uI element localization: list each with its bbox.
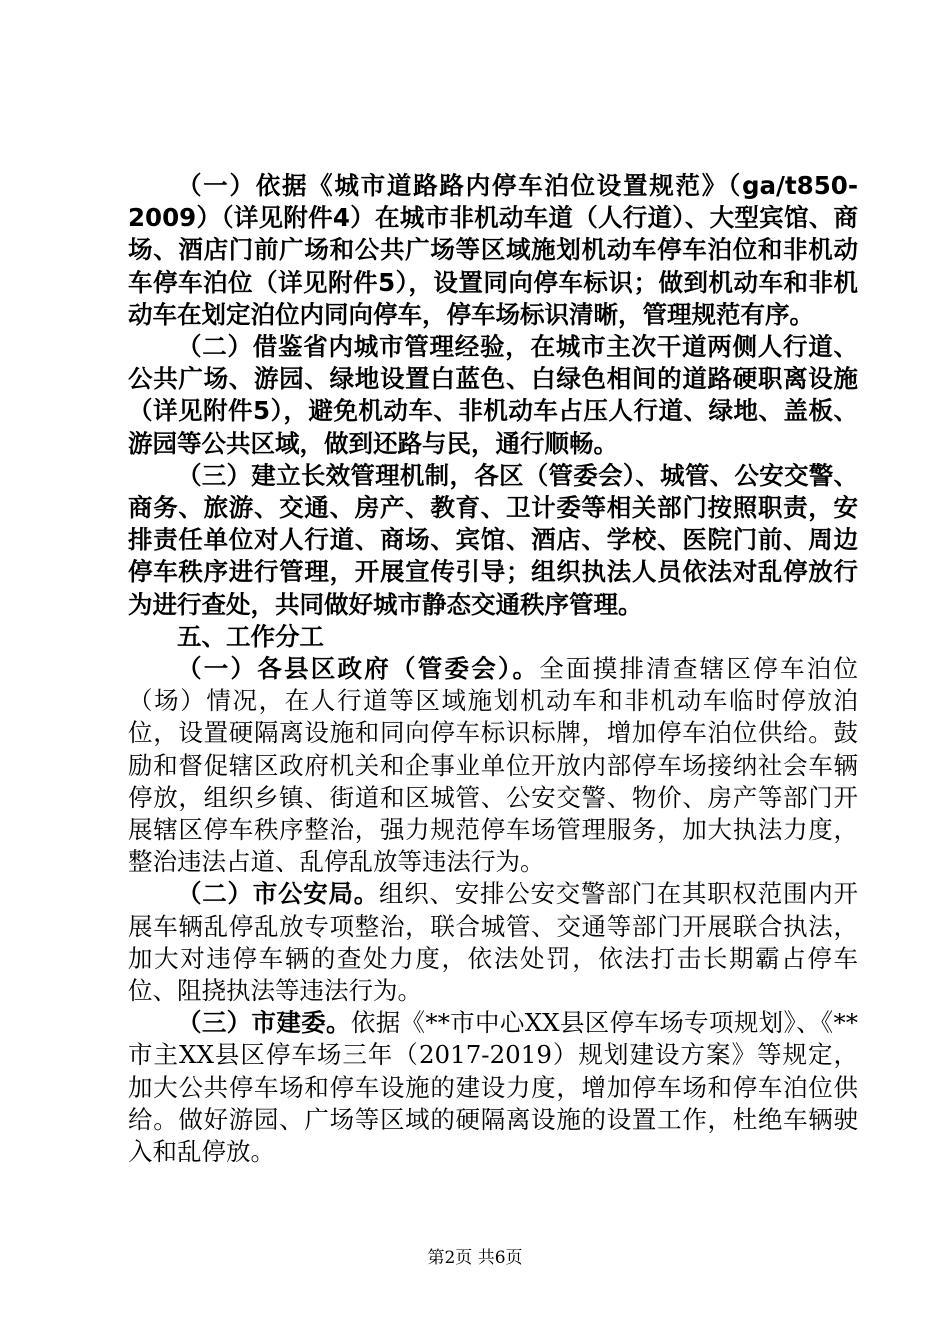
paragraph-3: （三）建立长效管理机制，各区（管委会）、城管、公安交警、商务、旅游、交通、房产、教育、卫计委等相关部门按照职责，安排责任单位对人行道、商场、宾馆、酒店、学校、医院门前、周边停车秩序进行管理，开展宣传引导；组织执法人员依法对乱停放行为进行查处，共同做好城市静态交通秩序管理。	[128, 460, 858, 619]
paragraph-4-body: 全面摸排清查辖区停车泊位（场）情况，在人行道等区域施划机动车和非机动车临时停放泊位，设置硬隔离设施和同向停车标识标牌，增加停车泊位供给。鼓励和督促辖区政府机关和企事业单位开放内部停车场接纳社会车辆停放，组织乡镇、街道和区城管、公安交警、物价、房产等部门开展辖区停车秩序整治，强力规范停车场管理服务，加大执法力度，整治违法占道、乱停乱放等违法行为。	[128, 654, 858, 877]
paragraph-1: （一）依据《城市道路路内停车泊位设置规范》（ga/t850-2009）（详见附件4）在城市非机动车道（人行道）、大型宾馆、商场、酒店门前广场和公共广场等区域施划机动车停车泊位和非机动车停车泊位（详见附件5），设置同向停车标识；做到机动车和非机动车在划定泊位内同向停车，停车场标识清晰，管理规范有序。	[128, 171, 858, 329]
paragraph-5	[128, 878, 858, 1007]
paragraph-6-lead: （三）市建委。	[177, 1008, 351, 1038]
document-body	[128, 170, 858, 1168]
paragraph-2: （二）借鉴省内城市管理经验，在城市主次干道两侧人行道、公共广场、游园、绿地设置白蓝色、白绿色相间的道路硬职离设施（详见附件5），避免机动车、非机动车占压人行道、绿地、盖板、游园等公共区域，做到还路与民，通行顺畅。	[128, 332, 858, 458]
paragraph-6-body: 依据《**市中心XX县区停车场专项规划》、《**市主XX县区停车场三年（2017-2019）规划建设方案》等规定，加大公共停车场和停车设施的建设力度，增加停车场和停车泊位供给。做好游园、广场等区域的硬隔离设施的设置工作，杜绝车辆驶入和乱停放。	[128, 1008, 859, 1167]
paragraph-4	[128, 653, 858, 878]
paragraph-4-lead: （一）各县区政府（管委会）。	[177, 654, 540, 684]
paragraph-5-body: 组织、安排公安交警部门在其职权范围内开展车辆乱停乱放专项整治，联合城管、交通等部门开展联合执法，加大对违停车辆的查处力度，依法处罚，依法打击长期霸占停车位、阻挠执法等违法行为。	[128, 879, 858, 1006]
section-heading: 五、工作分工	[177, 621, 324, 651]
page-number-footer: 第2页 共6页	[427, 1248, 523, 1268]
paragraph-5-lead: （二）市公安局。	[177, 879, 379, 909]
paragraph-6	[128, 1007, 858, 1168]
